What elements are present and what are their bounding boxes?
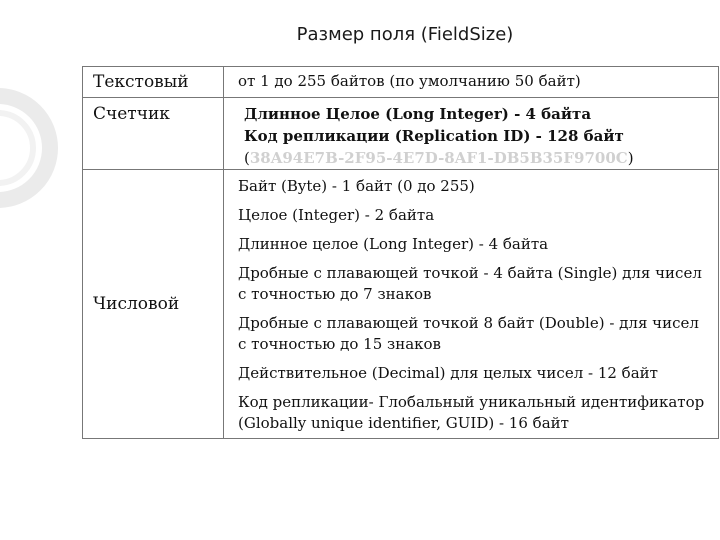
- counter-line-guid: [244, 147, 712, 169]
- desc-cell-numeric: [224, 170, 719, 439]
- numeric-item-byte: Байт (Byte) - 1 байт (0 до 255): [238, 177, 475, 195]
- type-cell-text: Текстовый: [83, 67, 224, 98]
- counter-line-long-integer: Длинное Целое (Long Integer) - 4 байта: [244, 105, 592, 123]
- desc-cell-counter: [224, 98, 719, 170]
- numeric-item-decimal: Действительное (Decimal) для целых чисел - 12 байт: [238, 364, 658, 382]
- counter-line-replication-id: Код репликации (Replication ID) - 128 байт: [244, 127, 624, 145]
- guid-close-paren: ): [627, 149, 634, 167]
- numeric-item-long-integer: Длинное целое (Long Integer) - 4 байта: [238, 235, 549, 253]
- type-cell-numeric: Числовой: [83, 170, 224, 439]
- numeric-item-integer: Целое (Integer) - 2 байта: [238, 206, 435, 224]
- table-row-text: [83, 67, 719, 98]
- table-row-numeric: [83, 170, 719, 439]
- numeric-item-replication-guid: Код репликации- Глобальный уникальный идентификатор (Globally unique identifier, GUID) - 16 байт: [238, 393, 705, 432]
- table-row-counter: [83, 98, 719, 170]
- numeric-item-single: Дробные с плавающей точкой - 4 байта (Single) для чисел с точностью до 7 знаков: [238, 264, 702, 303]
- guid-open-paren: (: [244, 149, 250, 167]
- field-size-table: [82, 66, 719, 439]
- guid-example: 38A94E7B-2F95-4E7D-8AF1-DB5B35F9700C: [249, 149, 628, 167]
- numeric-item-double: Дробные с плавающей точкой 8 байт (Double) - для чисел с точностью до 15 знаков: [238, 314, 699, 353]
- slide-title: Размер поля (FieldSize): [296, 24, 514, 45]
- type-cell-counter: Счетчик: [83, 98, 224, 170]
- desc-cell-text: от 1 до 255 байтов (по умолчанию 50 байт): [224, 67, 719, 98]
